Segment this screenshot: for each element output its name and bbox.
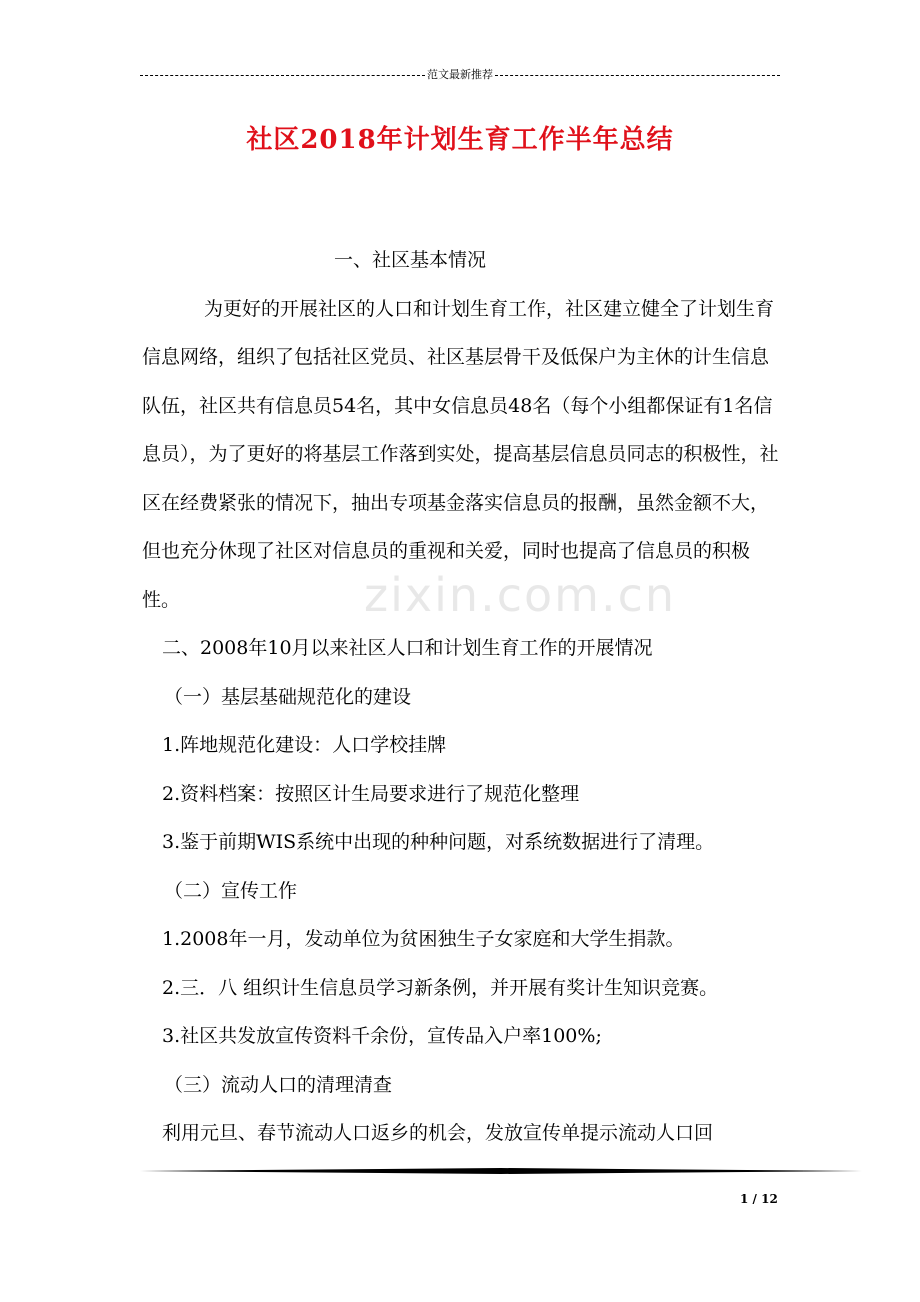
header-dashes-right <box>495 75 780 76</box>
subsection-heading-3: （三）流动人口的清理清查 <box>164 1073 393 1096</box>
page-number: 1 / 12 <box>740 1192 778 1206</box>
header-rule <box>140 66 780 84</box>
subsection-heading-1: （一）基层基础规范化的建设 <box>164 685 412 708</box>
list-item: 3.鉴于前期WIS系统中出现的种种问题，对系统数据进行了清理。 <box>162 831 715 853</box>
watermark: zixin.com.cn <box>364 568 677 622</box>
header-label: 范文最新推荐 <box>427 68 493 81</box>
list-item: 2.资料档案：按照区计生局要求进行了规范化整理 <box>162 782 580 805</box>
list-item: 2.三．八 组织计生信息员学习新条例，并开展有奖计生知识竞赛。 <box>162 976 719 999</box>
section-heading-1: 一、社区基本情况 <box>334 249 487 271</box>
document-title: 社区2018年计划生育工作半年总结 <box>246 125 674 155</box>
section-paragraph-1: 为更好的开展社区的人口和计划生育工作，社区建立健全了计划生育信息网络，组织了包括社区党员、社区基层骨干及低保户为主休的计生信息队伍，社区共有信息员54名，其中女信息员48名（每个小组都保证有1名信息员），为了更好的将基层工作落到实处，提高基层信息员同志的积极性，社区在经费紧张的情况下，抽出专项基金落实信息员的报酬，虽然金额不大，但也充分休现了社区对信息员的重视和关爱，同时也提高了信息员的积极性。 <box>142 297 779 611</box>
subsection-text-3: 利用元旦、春节流动人口返乡的机会，发放宣传单提示流动人口回 <box>162 1122 714 1144</box>
list-item: 3.社区共发放宣传资料千余份，宣传品入户率100%; <box>162 1025 602 1047</box>
document-body <box>142 236 782 1158</box>
header-dashes-left <box>140 75 425 76</box>
list-item: 1.阵地规范化建设：人口学校挂牌 <box>162 734 447 756</box>
subsection-heading-2: （二）宣传工作 <box>164 879 298 902</box>
list-item: 1.2008年一月，发动单位为贫困独生子女家庭和大学生捐款。 <box>162 928 685 950</box>
section-heading-2: 二、2008年10月以来社区人口和计划生育工作的开展情况 <box>162 637 653 659</box>
footer-rule <box>140 1168 862 1174</box>
